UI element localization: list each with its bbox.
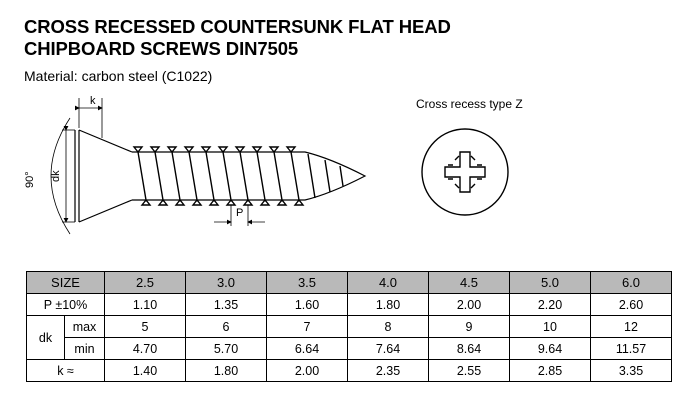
k-cell: 2.35 <box>348 360 429 382</box>
material-text: Material: carbon steel (C1022) <box>24 68 213 84</box>
k-cell: 1.40 <box>105 360 186 382</box>
k-header: k ≈ <box>27 360 105 382</box>
pitch-cell: 2.60 <box>591 294 672 316</box>
dk-max-cell: 5 <box>105 316 186 338</box>
dk-min-cell: 7.64 <box>348 338 429 360</box>
pitch-cell: 1.60 <box>267 294 348 316</box>
dk-dimension-label: dk <box>50 170 62 182</box>
title-line-2: CHIPBOARD SCREWS DIN7505 <box>24 38 299 59</box>
pitch-cell: 2.00 <box>429 294 510 316</box>
k-cell: 2.85 <box>510 360 591 382</box>
pitch-row <box>27 294 672 316</box>
k-cell: 2.55 <box>429 360 510 382</box>
k-cell: 2.00 <box>267 360 348 382</box>
pitch-cell: 1.35 <box>186 294 267 316</box>
size-cell: 5.0 <box>510 272 591 294</box>
size-cell: 4.0 <box>348 272 429 294</box>
dk-min-cell: 4.70 <box>105 338 186 360</box>
size-cell: 6.0 <box>591 272 672 294</box>
pitch-dimension-label: P <box>236 207 244 219</box>
size-row <box>27 272 672 294</box>
dk-min-cell: 5.70 <box>186 338 267 360</box>
pitch-cell: 2.20 <box>510 294 591 316</box>
max-header: max <box>65 316 105 338</box>
dk-max-cell: 7 <box>267 316 348 338</box>
dk-min-cell: 6.64 <box>267 338 348 360</box>
dk-max-cell: 9 <box>429 316 510 338</box>
dk-min-cell: 8.64 <box>429 338 510 360</box>
recess-type-label: Cross recess type Z <box>416 97 523 111</box>
dk-header: dk <box>27 316 65 360</box>
pitch-header: P ±10% <box>27 294 105 316</box>
dk-max-cell: 12 <box>591 316 672 338</box>
size-cell: 2.5 <box>105 272 186 294</box>
dk-max-cell: 6 <box>186 316 267 338</box>
k-cell: 3.35 <box>591 360 672 382</box>
screw-drawing <box>0 90 400 250</box>
min-header: min <box>65 338 105 360</box>
dk-min-row <box>27 338 672 360</box>
k-row <box>27 360 672 382</box>
k-cell: 1.80 <box>186 360 267 382</box>
cross-recess-icon <box>415 122 515 222</box>
k-dimension-label: k <box>90 95 96 107</box>
thread-crests <box>134 147 343 205</box>
size-header: SIZE <box>27 272 105 294</box>
pitch-cell: 1.10 <box>105 294 186 316</box>
size-cell: 4.5 <box>429 272 510 294</box>
spec-table <box>26 271 672 382</box>
dk-max-cell: 8 <box>348 316 429 338</box>
title-line-1: CROSS RECESSED COUNTERSUNK FLAT HEAD <box>24 16 451 37</box>
pitch-cell: 1.80 <box>348 294 429 316</box>
size-cell: 3.0 <box>186 272 267 294</box>
dk-min-cell: 9.64 <box>510 338 591 360</box>
size-cell: 3.5 <box>267 272 348 294</box>
dk-min-cell: 11.57 <box>591 338 672 360</box>
page-title <box>24 16 451 60</box>
angle-label: 90° <box>24 171 36 188</box>
dk-max-cell: 10 <box>510 316 591 338</box>
dk-max-row <box>27 316 672 338</box>
